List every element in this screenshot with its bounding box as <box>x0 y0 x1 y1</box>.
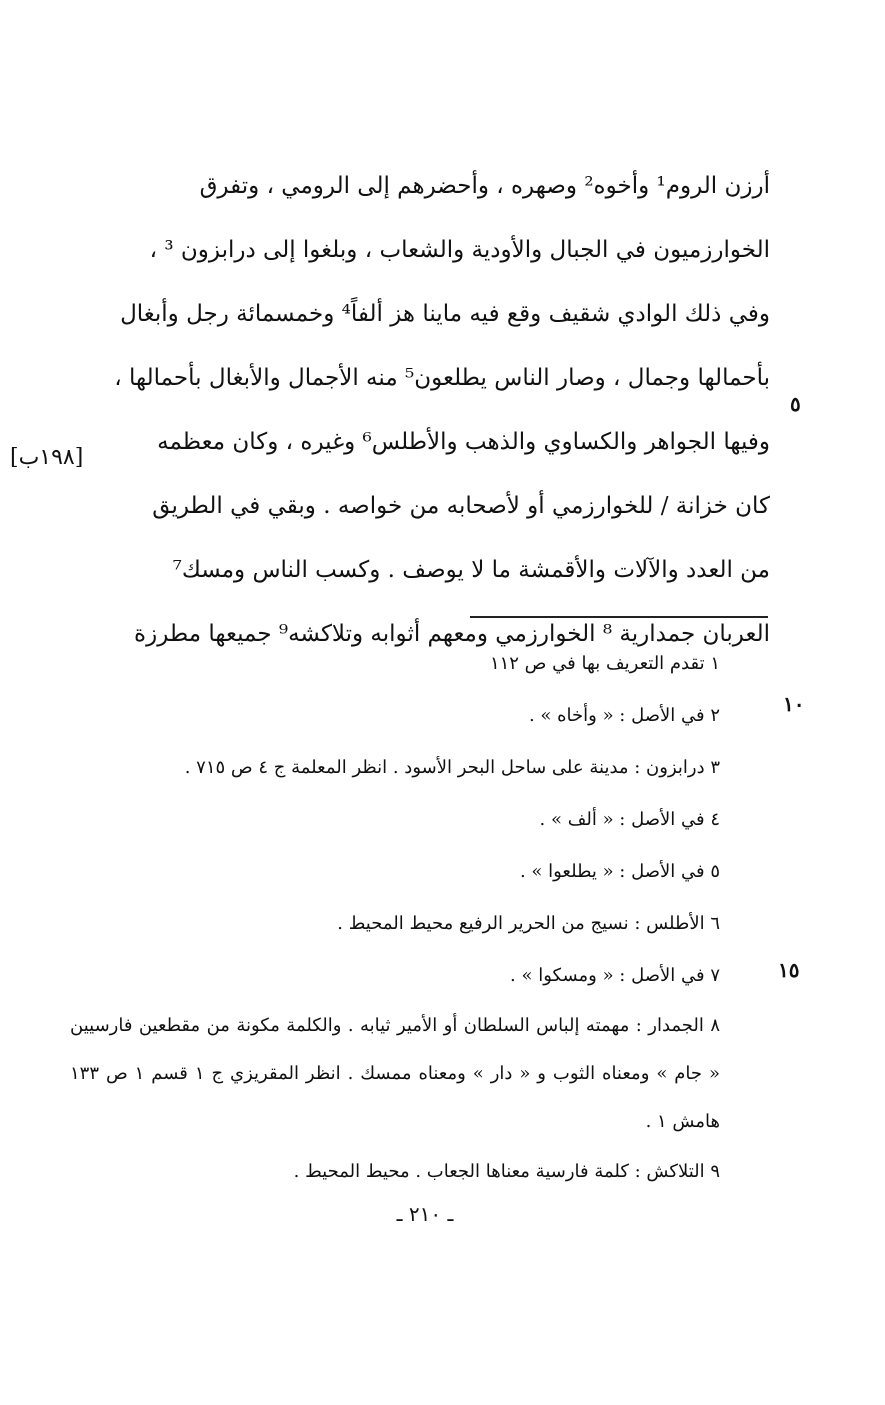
footnotes <box>70 638 720 1198</box>
footnote-7: ٧ في الأصل : « ومسكوا » . <box>510 965 720 986</box>
text-line: الخوارزميون في الجبال والأودية والشعاب ، وبلغوا إلى درابزون ³ ، <box>149 237 770 263</box>
text-line: من العدد والآلات والأقمشة ما لا يوصف . وكسب الناس ومسك⁷ <box>172 557 770 583</box>
line-number-15: ١٥ <box>778 958 800 982</box>
footnote-separator <box>470 616 768 618</box>
text-line: كان خزانة / للخوارزمي أو لأصحابه من خواصه . وبقي في الطريق <box>152 493 770 519</box>
text-line: وفي ذلك الوادي شقيف وقع فيه ماينا هز ألفاً⁴ وخمسمائة رجل وأبغال <box>120 301 770 327</box>
footnote-9: ٩ التلاكش : كلمة فارسية معناها الجعاب . محيط المحيط . <box>293 1161 720 1182</box>
folio-marker: [١٩٨ب] <box>10 445 84 470</box>
line-number-5: ٥ <box>790 392 801 416</box>
text-line: بأحمالها وجمال ، وصار الناس يطلعون⁵ منه الأجمال والأبغال بأحمالها ، <box>114 365 770 391</box>
footnote-8: ٨ الجمدار : مهمته إلباس السلطان أو الأمير ثيابه . والكلمة مكونة من مقطعين فارسيين « جام » ومعناه الثوب و « دار » ومعناه ممسك . انظر المقريزي ج ١ قسم ١ ص ١٣٣ هامش ١ . <box>70 1015 720 1132</box>
footnote-5: ٥ في الأصل : « يطلعوا » . <box>519 861 720 882</box>
text-line: أرزن الروم¹ وأخوه² وصهره ، وأحضرهم إلى الرومي ، وتفرق <box>199 173 770 199</box>
page-number: ـ ٢١٠ ـ <box>396 1202 454 1226</box>
text-line: وفيها الجواهر والكساوي والذهب والأطلس⁶ وغيره ، وكان معظمه <box>157 429 770 455</box>
footnote-4: ٤ في الأصل : « ألف » . <box>539 809 720 830</box>
text-line: العربان جمدارية ⁸ الخوارزمي ومعهم أثوابه وتلاكشه⁹ جميعها مطرزة <box>134 621 770 647</box>
main-text <box>110 160 770 672</box>
footnote-3: ٣ درابزون : مدينة على ساحل البحر الأسود . انظر المعلمة ج ٤ ص ٧١٥ . <box>184 757 720 778</box>
footnote-6: ٦ الأطلس : نسيج من الحرير الرفيع محيط المحيط . <box>337 913 720 934</box>
footnote-1: ١ تقدم التعريف بها في ص ١١٢ <box>489 653 720 674</box>
line-number-10: ١٠ <box>783 692 805 716</box>
footnote-2: ٢ في الأصل : « وأخاه » . <box>528 705 720 726</box>
